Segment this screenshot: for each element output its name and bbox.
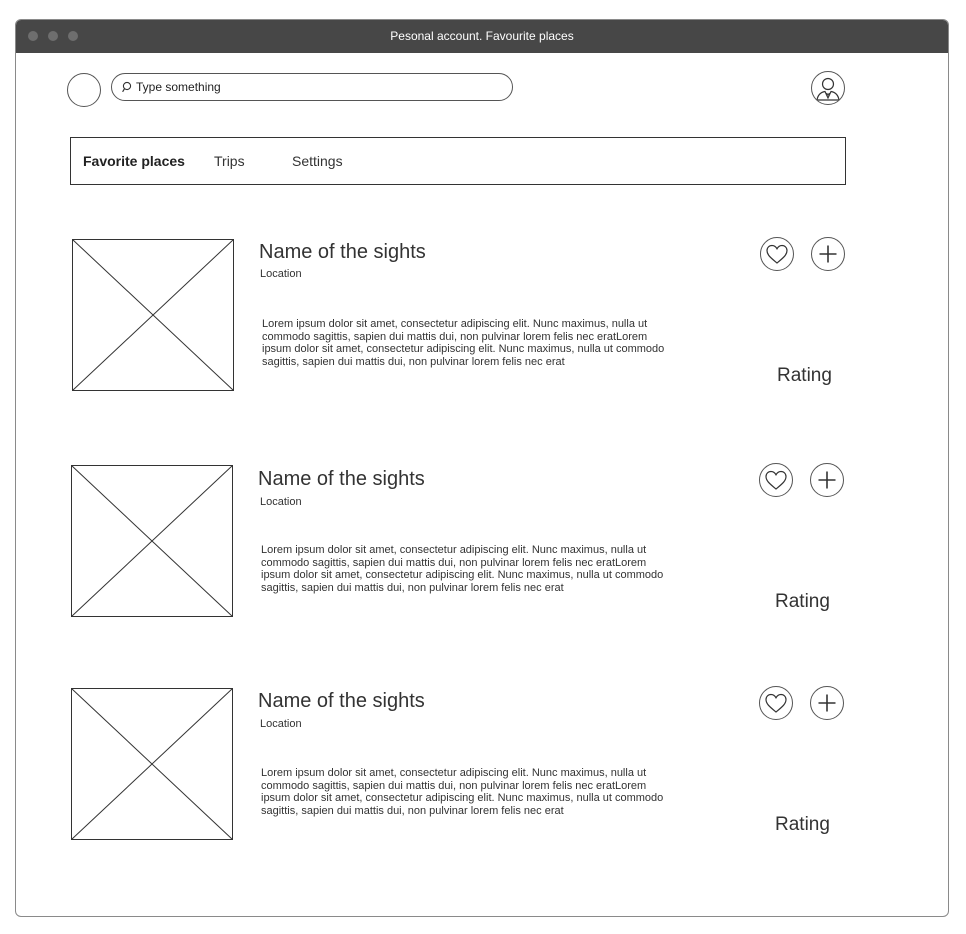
heart-icon: [760, 687, 792, 719]
place-name: Name of the sights: [259, 241, 426, 263]
plus-icon: [812, 238, 844, 270]
tab-settings[interactable]: Settings: [292, 153, 343, 169]
plus-icon: [811, 687, 843, 719]
image-placeholder-icon: [71, 465, 233, 617]
plus-icon: [811, 464, 843, 496]
heart-icon: [761, 238, 793, 270]
rating-label: Rating: [775, 814, 830, 835]
tab-favorite-places[interactable]: Favorite places: [83, 153, 185, 169]
place-description: Lorem ipsum dolor sit amet, consectetur adipiscing elit. Nunc maximus, nulla ut commodo sagittis, sapien dui mattis dui, non pulvinar lorem felis nec eratLorem ipsum dolor sit amet, consectetur adipiscing elit. Nunc maximus, nulla ut commodo sagittis, sapien dui mattis dui, non pulvinar lorem felis nec erat: [261, 544, 664, 594]
place-name: Name of the sights: [258, 468, 425, 490]
favorite-button[interactable]: [760, 237, 794, 271]
place-location: Location: [260, 268, 302, 280]
image-placeholder-icon: [71, 688, 233, 840]
favorite-button[interactable]: [759, 686, 793, 720]
heart-icon: [760, 464, 792, 496]
add-button[interactable]: [810, 686, 844, 720]
place-card: [16, 20, 948, 835]
tab-trips[interactable]: Trips: [214, 153, 245, 169]
place-location: Location: [260, 496, 302, 508]
window-title: Pesonal account. Favourite places: [390, 29, 574, 43]
browser-window: [15, 19, 949, 917]
favorite-button[interactable]: [759, 463, 793, 497]
rating-label: Rating: [777, 365, 832, 386]
place-name: Name of the sights: [258, 690, 425, 712]
add-button[interactable]: [810, 463, 844, 497]
rating-label: Rating: [775, 591, 830, 612]
place-description: Lorem ipsum dolor sit amet, consectetur adipiscing elit. Nunc maximus, nulla ut commodo sagittis, sapien dui mattis dui, non pulvinar lorem felis nec eratLorem ipsum dolor sit amet, consectetur adipiscing elit. Nunc maximus, nulla ut commodo sagittis, sapien dui mattis dui, non pulvinar lorem felis nec erat: [262, 318, 665, 368]
image-placeholder-icon: [72, 239, 234, 391]
place-description: Lorem ipsum dolor sit amet, consectetur adipiscing elit. Nunc maximus, nulla ut commodo sagittis, sapien dui mattis dui, non pulvinar lorem felis nec eratLorem ipsum dolor sit amet, consectetur adipiscing elit. Nunc maximus, nulla ut commodo sagittis, sapien dui mattis dui, non pulvinar lorem felis nec erat: [261, 767, 664, 817]
add-button[interactable]: [811, 237, 845, 271]
place-location: Location: [260, 718, 302, 730]
